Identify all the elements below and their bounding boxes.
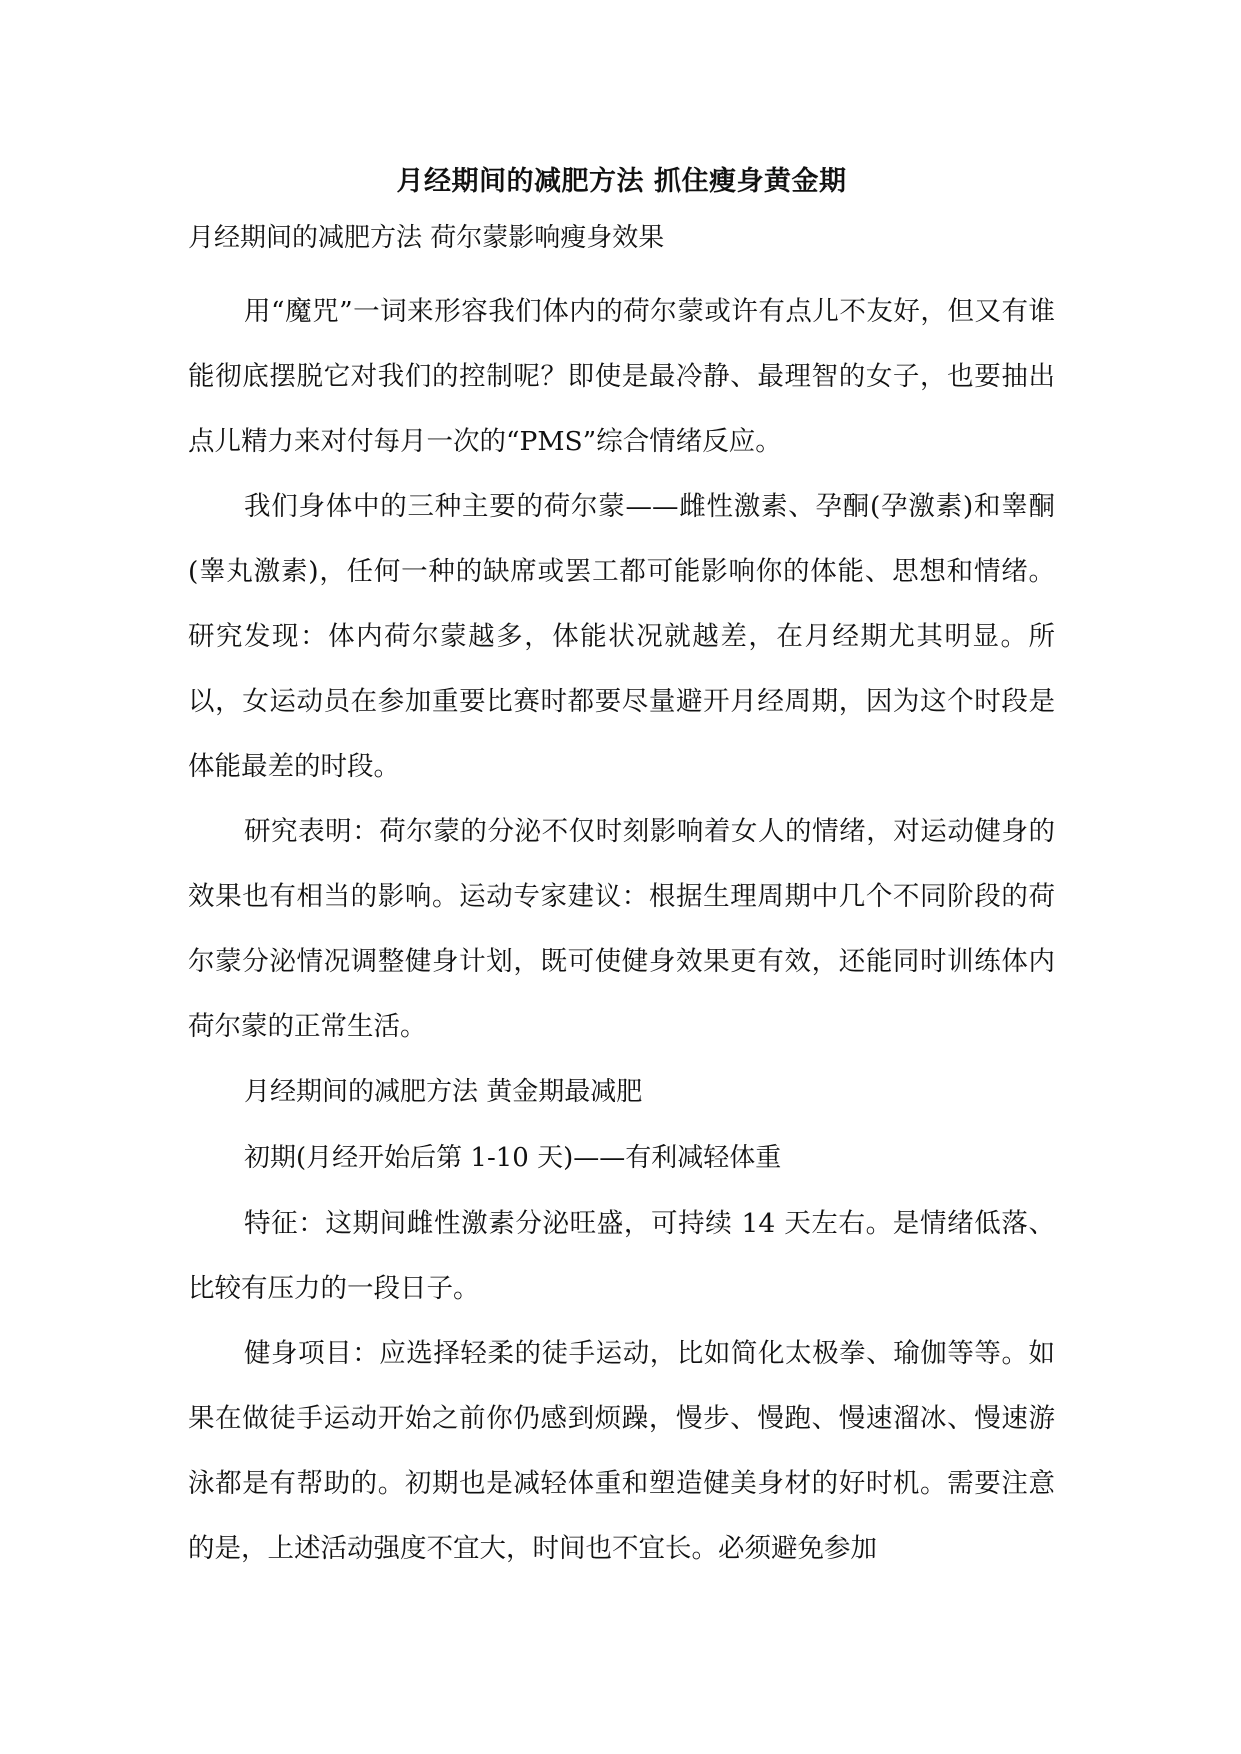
paragraph-exercise: 健身项目：应选择轻柔的徒手运动，比如简化太极拳、瑜伽等等。如果在做徒手运动开始之前你仍感到烦躁，慢步、慢跑、慢速溜冰、慢速游泳都是有帮助的。初期也是减轻体重和塑造健美身材的好时机。需要注意的是，上述活动强度不宜大，时间也不宜长。必须避免参加 [188,1338,1055,1564]
paragraph-characteristics: 特征：这期间雌性激素分泌旺盛，可持续 14 天左右。是情绪低落、比较有压力的一段日子。 [188,1208,1055,1304]
document-title: 月经期间的减肥方法 抓住瘦身黄金期 [396,166,847,197]
paragraph-three-hormones: 我们身体中的三种主要的荷尔蒙——雌性激素、孕酮(孕激素)和睾酮(睾丸激素)，任何一种的缺席或罢工都可能影响你的体能、思想和情绪。研究发现：体内荷尔蒙越多，体能状况就越差，在月经期尤其明显。所以，女运动员在参加重要比赛时都要尽量避开月经周期，因为这个时段是体能最差的时段。 [188,491,1055,782]
section-heading-early-phase: 初期(月经开始后第 1-10 天)——有利减轻体重 [244,1143,782,1173]
paragraph-intro: 用“魔咒”一词来形容我们体内的荷尔蒙或许有点儿不友好，但又有谁能彻底摆脱它对我们的控制呢？即使是最冷静、最理智的女子，也要抽出点儿精力来对付每月一次的“PMS”综合情绪反应。 [188,296,1055,457]
section-heading-hormone: 月经期间的减肥方法 荷尔蒙影响瘦身效果 [188,223,665,253]
paragraph-research: 研究表明：荷尔蒙的分泌不仅时刻影响着女人的情绪，对运动健身的效果也有相当的影响。运动专家建议：根据生理周期中几个不同阶段的荷尔蒙分泌情况调整健身计划，既可使健身效果更有效，还能同时训练体内荷尔蒙的正常生活。 [188,816,1055,1042]
section-heading-golden-period: 月经期间的减肥方法 黄金期最减肥 [244,1077,643,1107]
document-body [188,159,1055,1581]
